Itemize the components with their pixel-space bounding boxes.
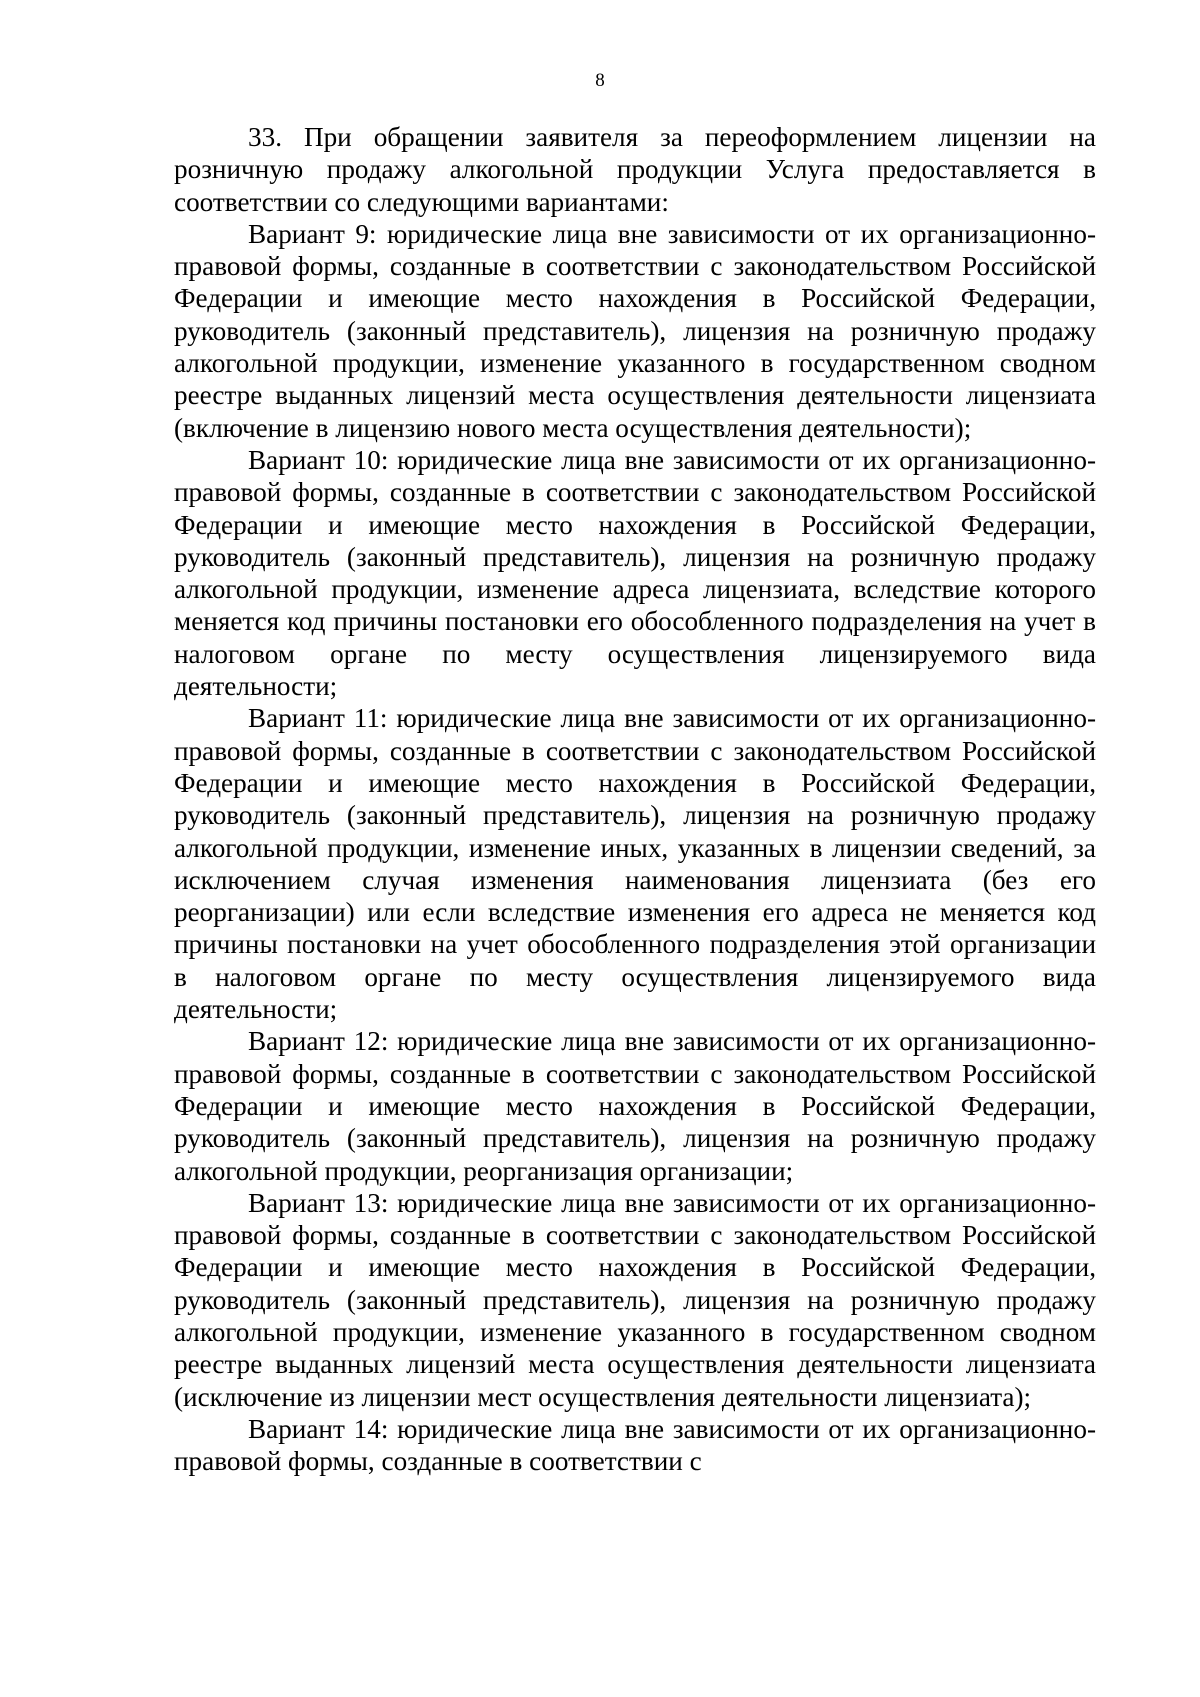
paragraph-variant-10: Вариант 10: юридические лица вне зависимости от их организационно-правовой формы, созданные в соответствии с законодательством Российской Федерации и имеющие место нахождения в Российской Федерации, руководитель (законный представитель), лицензия на розничную продажу алкогольной продукции, изменение адреса лицензиата, вследствие которого меняется код причины постановки его обособленного подразделения на учет в налоговом органе по месту осуществления лицензируемого вида деятельности; bbox=[174, 444, 1096, 702]
paragraph-variant-14: Вариант 14: юридические лица вне зависимости от их организационно-правовой формы, созданные в соответствии с bbox=[174, 1413, 1096, 1477]
paragraph-variant-11: Вариант 11: юридические лица вне зависимости от их организационно-правовой формы, созданные в соответствии с законодательством Российской Федерации и имеющие место нахождения в Российской Федерации, руководитель (законный представитель), лицензия на розничную продажу алкогольной продукции, изменение иных, указанных в лицензии сведений, за исключением случая изменения наименования лицензиата (без его реорганизации) или если вследствие изменения его адреса не меняется код причины постановки на учет обособленного подразделения этой организации в налоговом органе по месту осуществления лицензируемого вида деятельности; bbox=[174, 703, 1096, 1025]
paragraph-variant-13: Вариант 13: юридические лица вне зависимости от их организационно-правовой формы, созданные в соответствии с законодательством Российской Федерации и имеющие место нахождения в Российской Федерации, руководитель (законный представитель), лицензия на розничную продажу алкогольной продукции, изменение указанного в государственном сводном реестре выданных лицензий места осуществления деятельности лицензиата (исключение из лицензии мест осуществления деятельности лицензиата); bbox=[174, 1187, 1096, 1412]
paragraph-item-33: 33. При обращении заявителя за переоформлением лицензии на розничную продажу алкогольной продукции Услуга предоставляется в соответствии со следующими вариантами: bbox=[174, 122, 1096, 217]
paragraph-variant-12: Вариант 12: юридические лица вне зависимости от их организационно-правовой формы, созданные в соответствии с законодательством Российской Федерации и имеющие место нахождения в Российской Федерации, руководитель (законный представитель), лицензия на розничную продажу алкогольной продукции, реорганизация организации; bbox=[174, 1026, 1096, 1186]
page-number: 8 bbox=[595, 70, 605, 91]
paragraph-variant-9: Вариант 9: юридические лица вне зависимости от их организационно-правовой формы, созданные в соответствии с законодательством Российской Федерации и имеющие место нахождения в Российской Федерации, руководитель (законный представитель), лицензия на розничную продажу алкогольной продукции, изменение указанного в государственном сводном реестре выданных лицензий места осуществления деятельности лицензиата (включение в лицензию нового места осуществления деятельности); bbox=[174, 218, 1096, 443]
document-body bbox=[174, 121, 1096, 1477]
